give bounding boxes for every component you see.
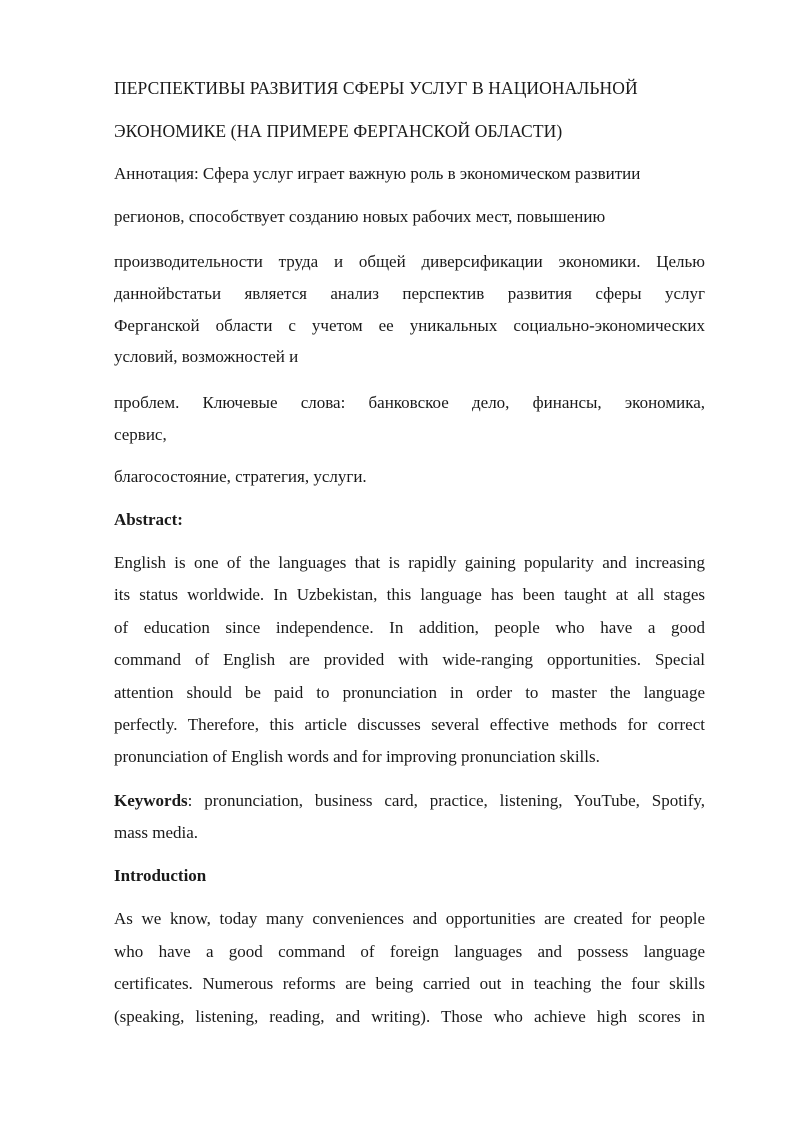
keywords-label: Keywords [114,791,188,810]
annotation-line: условий, возможностей и [114,347,299,366]
abstract-line: of education since independence. In addition, people who have a good [114,618,705,637]
abstract-line: perfectly. Therefore, this article discusses several effective methods for correct [114,715,705,734]
annotation-line: даннойbстатьи является анализ перспектив развития сферы услуг [114,284,705,303]
annotation-line: Ферганской области с учетом ее уникальных социально-экономических [114,316,705,335]
introduction-line: (speaking, listening, reading, and writing). Those who achieve high scores in [114,1007,705,1026]
annotation-line: благосостояние, стратегия, услуги. [114,467,367,486]
annotation-line: Аннотация: Сфера услуг играет важную роль в экономическом развитии [114,164,641,183]
keywords-list: : pronunciation, business card, practice, listening, YouTube, Spotify, [187,791,705,810]
annotation-line: сервис, [114,425,167,444]
introduction-line: certificates. Numerous reforms are being carried out in teaching the four skills [114,974,705,993]
abstract-line: English is one of the languages that is rapidly gaining popularity and increasing [114,553,705,572]
abstract-heading: Abstract: [114,510,183,529]
annotation-line: проблем. Ключевые слова: банковское дело, финансы, экономика, [114,393,705,412]
keywords-line [114,790,705,812]
title-line-1: ПЕРСПЕКТИВЫ РАЗВИТИЯ СФЕРЫ УСЛУГ В НАЦИОНАЛЬНОЙ [114,78,638,98]
keywords-line-2: mass media. [114,823,199,842]
introduction-line: As we know, today many conveniences and opportunities are created for people [114,909,705,928]
abstract-line: attention should be paid to pronunciation in order to master the language [114,683,705,702]
abstract-line: command of English are provided with wide-ranging opportunities. Special [114,650,705,669]
annotation-line: производительности труда и общей диверсификации экономики. Целью [114,252,705,271]
introduction-line: who have a good command of foreign languages and possess language [114,942,705,961]
annotation-line: регионов, способствует созданию новых рабочих мест, повышению [114,207,606,226]
abstract-line: pronunciation of English words and for improving pronunciation skills. [114,747,600,766]
abstract-line: its status worldwide. In Uzbekistan, this language has been taught at all stages [114,585,705,604]
introduction-heading: Introduction [114,866,207,885]
title-line-2: ЭКОНОМИКЕ (НА ПРИМЕРЕ ФЕРГАНСКОЙ ОБЛАСТИ) [114,121,563,141]
